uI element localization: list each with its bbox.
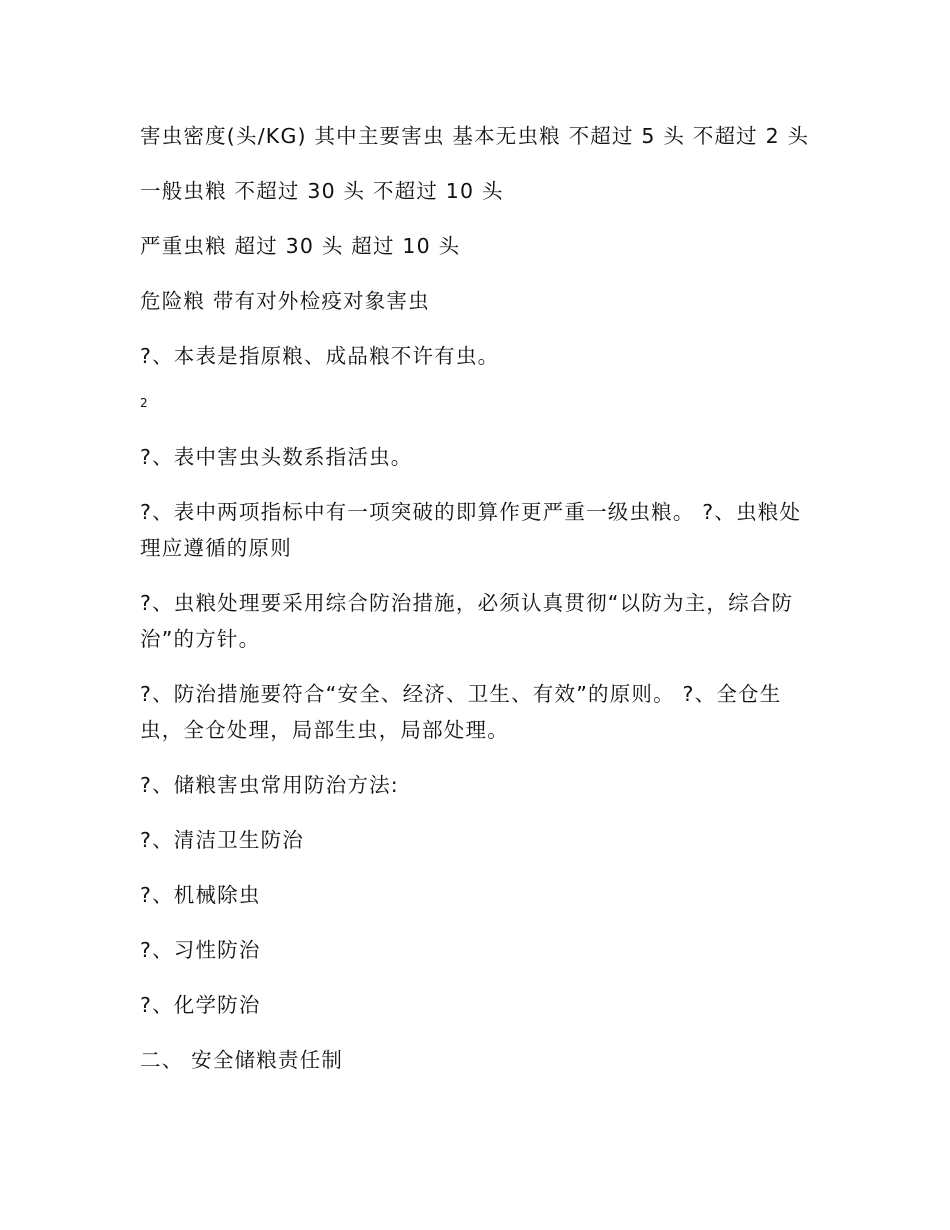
list-item-mechanical: ?、机械除虫: [140, 883, 261, 907]
paragraph-pest-density: 害虫密度(头/KG) 其中主要害虫 基本无虫粮 不超过 5 头 不超过 2 头: [140, 124, 810, 148]
paragraph-integrated-control: ?、虫粮处理要采用综合防治措施，必须认真贯彻“以防为主，综合防治”的方针。: [140, 591, 794, 651]
paragraph-general-infested-grain: 一般虫粮 不超过 30 头 不超过 10 头: [140, 179, 504, 203]
section-heading-responsibility: 二、 安全储粮责任制: [140, 1048, 344, 1072]
paragraph-dangerous-grain: 危险粮 带有对外检疫对象害虫: [140, 289, 430, 313]
paragraph-control-principles: ?、防治措施要符合“安全、经济、卫生、有效”的原则。 ?、全仓生虫，全仓处理，局部生虫，局部处理。: [140, 682, 782, 742]
list-item-chemical: ?、化学防治: [140, 993, 261, 1017]
list-item-habit: ?、习性防治: [140, 938, 261, 962]
document-body: [140, 118, 812, 1097]
paragraph-table-note-2: ?、表中害虫头数系指活虫。: [140, 445, 413, 469]
paragraph-table-note-1: ?、本表是指原粮、成品粮不许有虫。: [140, 344, 500, 368]
paragraph-severe-infested-grain: 严重虫粮 超过 30 头 超过 10 头: [140, 234, 461, 258]
paragraph-control-methods: ?、储粮害虫常用防治方法:: [140, 773, 399, 797]
page-number: 2: [140, 396, 148, 410]
list-item-cleaning: ?、清洁卫生防治: [140, 828, 304, 852]
paragraph-table-note-3: ?、表中两项指标中有一项突破的即算作更严重一级虫粮。 ?、虫粮处理应遵循的原则: [140, 500, 802, 560]
